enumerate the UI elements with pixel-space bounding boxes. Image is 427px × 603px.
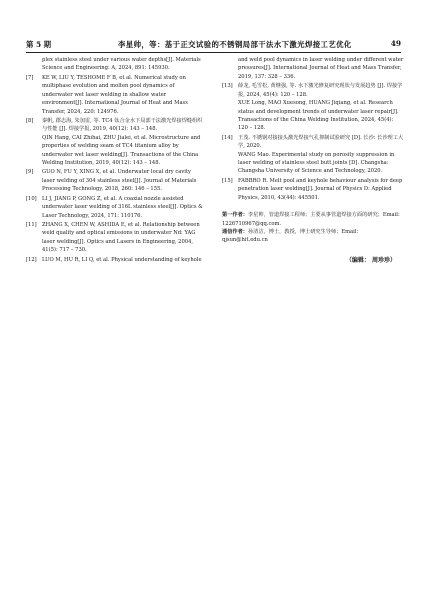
- reference-text: ZHANG X, CHEN W, ASHIDA E, et al. Relationship between weld quality and optical emissions in underwater Nd: YAG laser welding[J]. Optics and Lasers in Engineering, 2004, 41(5): 717 – 730.: [42, 222, 200, 254]
- corresponding-author-line: [222, 228, 404, 245]
- reference-text-english: QIN Hang, CAI Zhihai, ZHU Jialei, et al. Microstructure and properties of welding seam of TC4 titanium alloy by underwater wet laser welding[J]. Transactions of the China Welding Institution, 2019, 40(12): 143 – 148.: [42, 134, 201, 167]
- reference-entry: [26, 117, 204, 168]
- reference-entry: [26, 168, 204, 193]
- reference-text: 薛龙, 毛雪松, 黄继强, 等. 水下激光修复研究现状与发展趋势 [J]. 焊接学报, 2024, 45(4): 120 – 128.: [238, 83, 403, 98]
- header-rule: [26, 52, 401, 53]
- reference-text-english: XUE Long, MAO Xuesong, HUANG Jiqiang, et al. Research status and development trends of underwater laser repair[J]. Transactions of the China Welding Institution, 2024, 45(4): 120 – 128.: [238, 100, 399, 132]
- reference-entry: [26, 195, 204, 220]
- author-info: [222, 211, 404, 245]
- first-author-label: 第一作者：: [222, 212, 248, 219]
- reference-text: GUO N, FU Y, XING X, et al. Underwater local dry cavity laser welding of 304 stainless steel[J]. Journal of Materials Processing Technology, 2018, 260: 146 – 155.: [42, 169, 197, 193]
- corresponding-author-text: 孙清洁，博士，教授，博士研究生导师；Email: qjsun@hit.edu.cn: [222, 229, 359, 244]
- first-author-text: 李星帅，管道焊接工程师；主要从事管道焊接方面的研究；Email: 1226710967@qq.com.: [222, 212, 400, 227]
- reference-number: [10]: [26, 195, 37, 202]
- reference-entry: [222, 134, 404, 176]
- reference-text: 秦帆, 郡志海, 朱加雷, 等. TC4 钛合金水下局部干法激光焊接焊缝组织与性能 [J]. 焊接学报, 2019, 40(12): 143 – 148.: [42, 117, 203, 133]
- issue-number: 第 5 期: [26, 40, 52, 49]
- reference-entry: [26, 74, 204, 116]
- reference-number: [13]: [222, 83, 233, 90]
- left-column: [26, 56, 204, 265]
- editor-credit: （编辑： 周珍珍）: [345, 256, 396, 264]
- reference-entry: [26, 56, 204, 73]
- reference-entry: [222, 82, 404, 133]
- right-column: [222, 56, 404, 266]
- reference-number: [15]: [222, 177, 233, 184]
- running-header: [26, 36, 401, 50]
- reference-number: [12]: [26, 256, 37, 263]
- reference-text: 王茂. 不锈钢对接接头激光焊接气孔抑制试验研究 [D]. 长沙: 长沙理工大学, 2020.: [238, 134, 404, 150]
- reference-number: [7]: [26, 74, 34, 81]
- reference-entry: [222, 56, 404, 81]
- reference-entry: [222, 177, 404, 202]
- page-number: 49: [390, 39, 401, 48]
- reference-text-english: WANG Mao. Experimental study on porosity suppression in laser welding of stainless steel butt joints [D]. Changsha: Changsha University of Science and Technology, 2020.: [238, 151, 395, 175]
- reference-number: [14]: [222, 134, 233, 141]
- reference-entry: [26, 256, 204, 264]
- reference-number: [9]: [26, 169, 34, 176]
- reference-entry: [26, 221, 204, 255]
- reference-text: and weld pool dynamics in laser welding under different water pressures[J]. International Journal of Heat and Mass Transfer, 2019, 137: 328 – 336.: [238, 57, 404, 80]
- reference-text: FABBRO R. Melt pool and keyhole behaviour analysis for deep penetration laser welding[J]. Journal of Physics D: Applied Physics, 2010, 43(44): 445501.: [238, 177, 403, 201]
- reference-text: KE W, LIU Y, TESHOME F B, et al. Numerical study on multiphase evolution and molten pool dynamics of underwater wet laser welding in shallow water environment[J]. International Journal of Heat and Mass Transfer, 2024, 220: 124976.: [42, 74, 188, 115]
- reference-number: [8]: [26, 117, 34, 124]
- corresponding-author-label: 通信作者：: [222, 229, 248, 236]
- first-author-line: [222, 211, 404, 228]
- reference-text: LUO M, HU R, LI Q, et al. Physical understanding of keyhole: [42, 256, 202, 263]
- reference-text: plex stainless steel under various water depths[J]. Materials Science and Engineering: A, 2024, 891: 145930.: [42, 57, 201, 72]
- reference-text: LI J, JIANG P, GONG Z, et al. A coaxial nozzle assisted underwater laser welding of 316L stainless steel[J]. Optics & Laser Technology, 2024, 171: 110176.: [42, 195, 203, 219]
- running-title: 李星帅，等：基于正交试验的不锈钢局部干法水下激光焊接工艺优化: [118, 40, 352, 49]
- reference-number: [11]: [26, 222, 37, 229]
